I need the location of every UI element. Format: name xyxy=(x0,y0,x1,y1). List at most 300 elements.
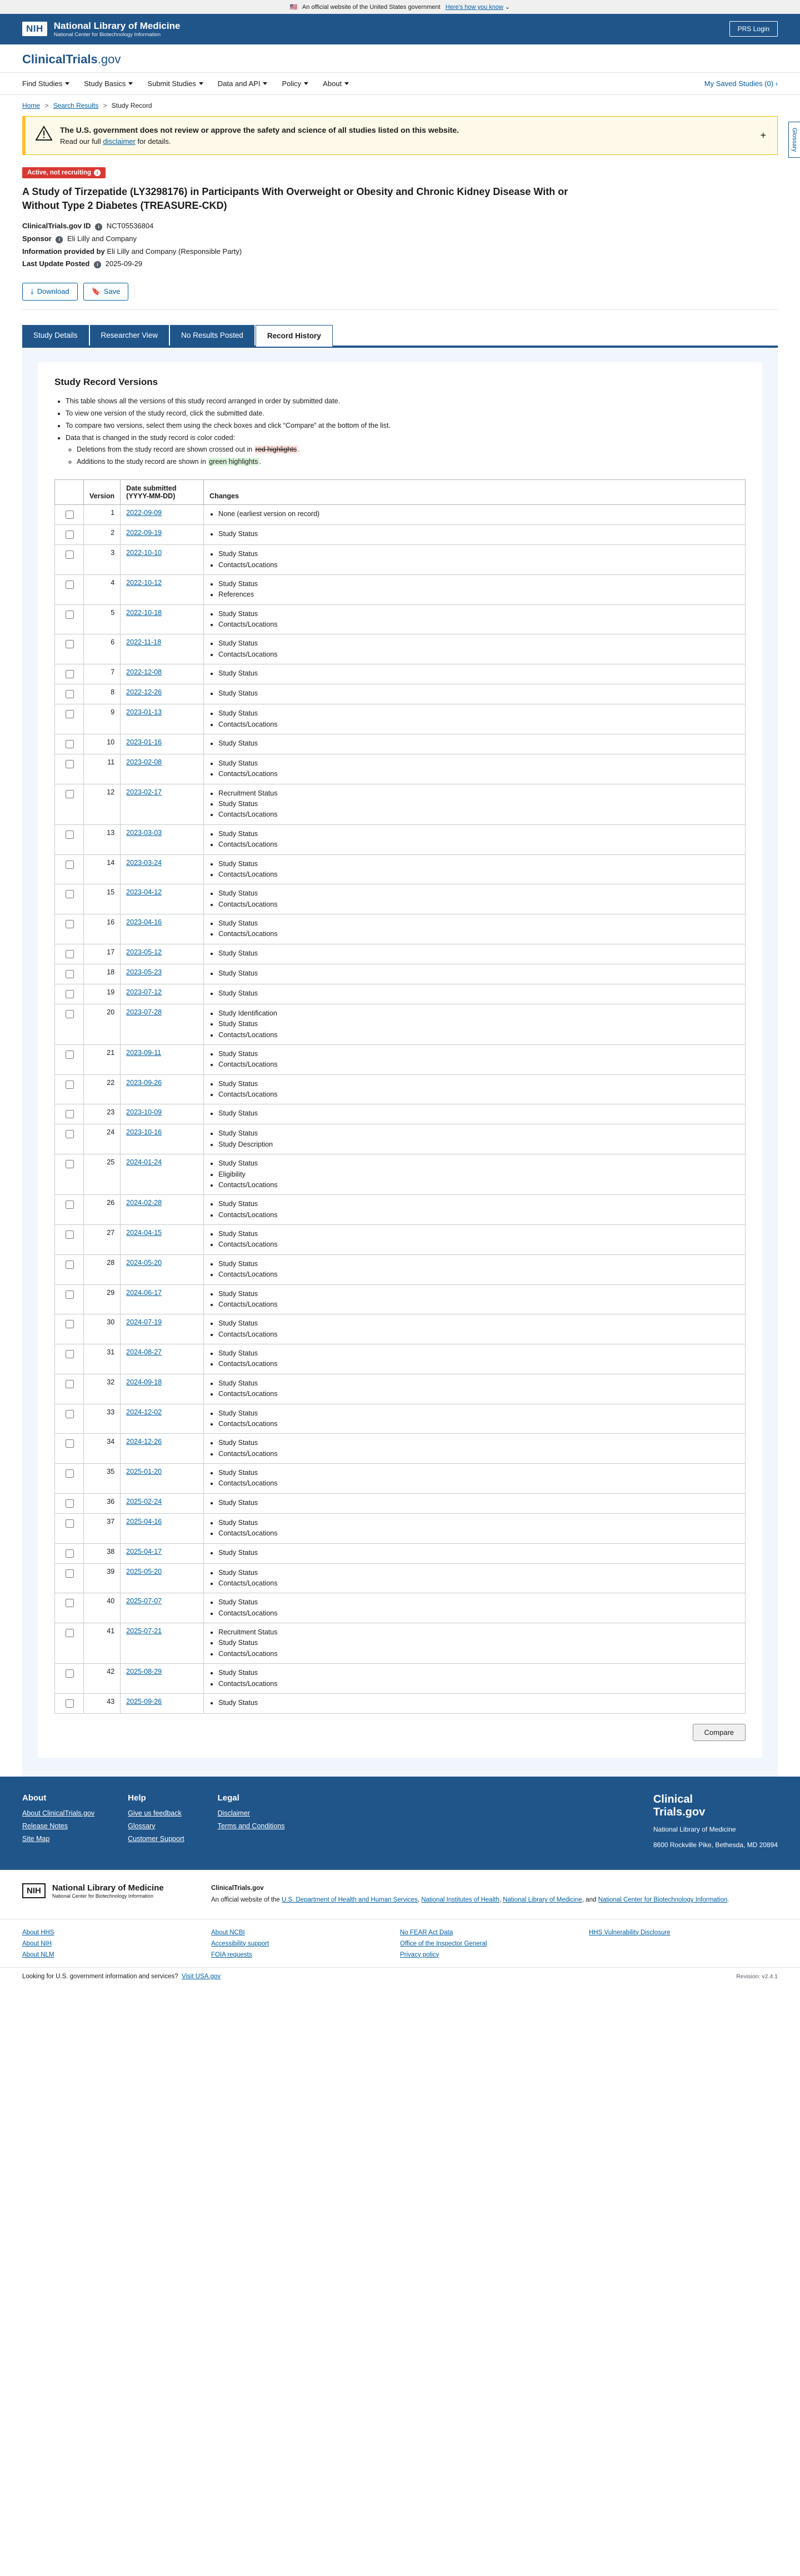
tab-record-history[interactable]: Record History xyxy=(256,325,333,347)
version-select-checkbox[interactable] xyxy=(66,1261,74,1269)
version-date-link[interactable]: 2023-04-12 xyxy=(126,888,162,897)
breadcrumb-separator: > xyxy=(44,101,49,109)
nih-branding[interactable] xyxy=(22,21,180,38)
version-number-cell: 2 xyxy=(84,525,121,545)
site-brand-bar xyxy=(0,44,800,73)
change-item: • Study Status xyxy=(218,948,739,959)
change-item: • Study Status xyxy=(218,738,739,749)
nav-item-about[interactable] xyxy=(323,73,349,94)
version-select-checkbox[interactable] xyxy=(66,990,74,998)
study-id-row xyxy=(22,222,778,231)
changes-cell xyxy=(204,1664,746,1694)
glossary-side-tab[interactable] xyxy=(788,122,800,158)
row-select-cell xyxy=(55,1104,84,1124)
footer-brand-address: 8600 Rockville Pike, Bethesda, MD 20894 xyxy=(653,1840,778,1849)
version-select-checkbox[interactable] xyxy=(66,531,74,539)
footer-link-give-feedback[interactable]: Give us feedback xyxy=(128,1809,182,1817)
version-date-link[interactable]: 2022-09-09 xyxy=(126,509,162,517)
change-item: • Study Status xyxy=(218,799,739,809)
change-item: • Study Status xyxy=(218,1348,739,1359)
changes-list xyxy=(209,1518,739,1539)
nav-item-label: About xyxy=(323,79,342,88)
row-select-cell xyxy=(55,1044,84,1074)
save-button[interactable] xyxy=(83,283,129,301)
nlm-official-text xyxy=(211,1883,729,1905)
version-number-cell: 25 xyxy=(84,1154,121,1195)
changes-list xyxy=(209,509,739,519)
changes-list xyxy=(209,1408,739,1430)
row-select-cell xyxy=(55,734,84,754)
changes-cell xyxy=(204,1254,746,1284)
alert-disclaimer-link[interactable]: disclaimer xyxy=(103,137,136,146)
table-row xyxy=(55,1664,746,1694)
deletion-text-before: Deletions from the study record are shown crossed out in xyxy=(77,446,254,454)
nav-item-data-and-api[interactable] xyxy=(218,73,268,94)
column-header-version: Version xyxy=(84,480,121,505)
row-select-cell xyxy=(55,1195,84,1225)
download-label: Download xyxy=(37,287,69,296)
version-select-checkbox[interactable] xyxy=(66,511,74,519)
changes-cell xyxy=(204,884,746,914)
version-select-checkbox[interactable] xyxy=(66,950,74,958)
changes-list xyxy=(209,638,739,660)
changes-cell xyxy=(204,1074,746,1104)
date-submitted-cell xyxy=(121,1693,204,1713)
download-button[interactable] xyxy=(22,283,78,301)
footer-link-column-2 xyxy=(211,1929,400,1963)
version-select-checkbox[interactable] xyxy=(66,1599,74,1607)
change-item: • Study Status xyxy=(218,609,739,619)
nlm-link-nlm[interactable]: National Library of Medicine xyxy=(503,1897,582,1904)
version-date-link[interactable]: 2024-12-26 xyxy=(126,1438,162,1446)
save-label: Save xyxy=(103,287,121,296)
nlm-text-sep1: , xyxy=(417,1897,422,1904)
status-badge[interactable] xyxy=(22,167,106,178)
alert-text-before: Read our full xyxy=(60,137,103,146)
date-submitted-cell xyxy=(121,1154,204,1195)
version-select-checkbox[interactable] xyxy=(66,551,74,559)
version-select-checkbox[interactable] xyxy=(66,710,74,718)
footer-link-item xyxy=(22,1929,211,1936)
version-date-link[interactable]: 2023-04-16 xyxy=(126,918,162,927)
change-item: • Contacts/Locations xyxy=(218,1239,739,1250)
footer-link-accessibility-support[interactable]: Accessibility support xyxy=(211,1940,269,1947)
table-row xyxy=(55,1314,746,1344)
version-select-checkbox[interactable] xyxy=(66,640,74,648)
footer-link-site-map[interactable]: Site Map xyxy=(22,1834,50,1843)
breadcrumb-search-results-link[interactable]: Search Results xyxy=(53,101,99,109)
alert-text-after: for details. xyxy=(135,137,171,146)
version-number-cell: 43 xyxy=(84,1693,121,1713)
version-select-checkbox[interactable] xyxy=(66,1439,74,1448)
date-submitted-cell xyxy=(121,1404,204,1434)
nav-items xyxy=(22,73,349,94)
row-select-cell xyxy=(55,1374,84,1404)
version-number-cell: 17 xyxy=(84,944,121,964)
footer-link-item xyxy=(218,1809,285,1817)
version-number-cell: 35 xyxy=(84,1464,121,1494)
version-date-link[interactable]: 2022-11-18 xyxy=(126,638,162,647)
row-select-cell xyxy=(55,1563,84,1593)
changes-cell xyxy=(204,634,746,664)
changes-cell xyxy=(204,664,746,684)
version-number-cell: 28 xyxy=(84,1254,121,1284)
version-date-link[interactable]: 2022-09-19 xyxy=(126,529,162,537)
nav-item-submit-studies[interactable] xyxy=(147,73,203,94)
nlm-link-hhs[interactable]: U.S. Department of Health and Human Services xyxy=(282,1897,418,1904)
version-number-cell: 4 xyxy=(84,574,121,604)
row-select-cell xyxy=(55,1464,84,1494)
change-item: • Study Status xyxy=(218,968,739,979)
row-select-cell xyxy=(55,525,84,545)
changes-list xyxy=(209,1079,739,1101)
change-item: • Contacts/Locations xyxy=(218,1030,739,1041)
bookmark-icon: 🔖 xyxy=(91,287,101,296)
version-date-link[interactable]: 2023-03-03 xyxy=(126,828,162,837)
date-submitted-cell xyxy=(121,754,204,784)
version-select-checkbox[interactable] xyxy=(66,1499,74,1508)
footer-link-vulnerability-disclosure[interactable]: HHS Vulnerability Disclosure xyxy=(589,1929,671,1936)
compare-button[interactable]: Compare xyxy=(693,1724,746,1741)
version-select-checkbox[interactable] xyxy=(66,890,74,898)
row-select-cell xyxy=(55,1693,84,1713)
version-date-link[interactable]: 2025-04-17 xyxy=(126,1547,162,1555)
version-date-link[interactable]: 2023-01-16 xyxy=(126,738,162,746)
version-date-link[interactable]: 2022-10-18 xyxy=(126,608,162,617)
change-item: • Contacts/Locations xyxy=(218,649,739,660)
version-date-link[interactable]: 2024-12-02 xyxy=(126,1408,162,1416)
table-row xyxy=(55,944,746,964)
footer-link-columns xyxy=(0,1919,800,1967)
version-date-link[interactable]: 2023-07-12 xyxy=(126,988,162,996)
changes-list xyxy=(209,1199,739,1221)
version-select-checkbox[interactable] xyxy=(66,1320,74,1328)
changes-cell xyxy=(204,604,746,634)
row-select-cell xyxy=(55,1074,84,1104)
version-date-link[interactable]: 2024-09-18 xyxy=(126,1378,162,1386)
table-row xyxy=(55,754,746,784)
addition-highlight: green highlights xyxy=(209,458,258,466)
changes-cell xyxy=(204,545,746,575)
tab-researcher-view[interactable]: Researcher View xyxy=(90,325,169,346)
table-row xyxy=(55,1344,746,1374)
footer-link-terms[interactable]: Terms and Conditions xyxy=(217,1822,285,1830)
info-icon[interactable]: i xyxy=(94,169,101,176)
change-item: • Contacts/Locations xyxy=(218,1299,739,1310)
change-item: • Contacts/Locations xyxy=(218,929,739,939)
chevron-down-icon xyxy=(65,82,69,85)
changes-list xyxy=(209,859,739,881)
footer-link-customer-support[interactable]: Customer Support xyxy=(128,1834,184,1843)
version-date-link[interactable]: 2025-04-16 xyxy=(126,1517,162,1525)
row-select-cell xyxy=(55,545,84,575)
version-select-checkbox[interactable] xyxy=(66,1110,74,1118)
footer-links-help xyxy=(128,1809,184,1843)
nav-item-policy[interactable] xyxy=(282,73,308,94)
alert-expand-button[interactable]: + xyxy=(757,129,769,142)
footer-link-about-hhs[interactable]: About HHS xyxy=(22,1929,54,1936)
nav-item-label: Data and API xyxy=(217,79,261,88)
change-item: • Contacts/Locations xyxy=(218,560,739,571)
footer-bottom xyxy=(0,1967,800,1989)
brand-name-light: .gov xyxy=(97,52,121,66)
changes-list xyxy=(209,1049,739,1071)
footer-main xyxy=(0,1777,800,1870)
footer-link-privacy-policy[interactable]: Privacy policy xyxy=(400,1951,439,1958)
date-submitted-cell xyxy=(121,914,204,944)
footer-link-glossary[interactable]: Glossary xyxy=(128,1822,156,1830)
changes-cell xyxy=(204,854,746,884)
version-date-link[interactable]: 2023-05-12 xyxy=(126,948,162,956)
version-date-link[interactable]: 2023-02-17 xyxy=(126,788,162,796)
sponsor-value: Eli Lilly and Company xyxy=(67,234,137,243)
version-number-cell: 11 xyxy=(84,754,121,784)
changes-list xyxy=(209,1468,739,1489)
version-select-checkbox[interactable] xyxy=(66,831,74,839)
footer-link-no-fear-act[interactable]: No FEAR Act Data xyxy=(400,1929,453,1936)
version-select-checkbox[interactable] xyxy=(66,1569,74,1578)
nlm-branding xyxy=(22,1883,189,1899)
footer-link-list-3 xyxy=(400,1929,589,1958)
my-saved-studies-link[interactable]: My Saved Studies (0) › xyxy=(704,79,778,88)
version-date-link[interactable]: 2025-07-07 xyxy=(126,1597,162,1605)
version-select-checkbox[interactable] xyxy=(66,1519,74,1528)
version-date-link[interactable]: 2024-01-24 xyxy=(126,1158,162,1167)
version-date-link[interactable]: 2023-09-26 xyxy=(126,1078,162,1087)
row-select-cell xyxy=(55,1593,84,1623)
version-date-link[interactable]: 2023-01-13 xyxy=(126,708,162,717)
version-select-checkbox[interactable] xyxy=(66,1380,74,1388)
footer-link-inspector-general[interactable]: Office of the Inspector General xyxy=(400,1940,487,1947)
deletion-text-after: . xyxy=(297,446,300,454)
version-number-cell: 24 xyxy=(84,1124,121,1154)
changes-cell xyxy=(204,964,746,984)
table-row xyxy=(55,704,746,734)
version-select-checkbox[interactable] xyxy=(66,1051,74,1059)
version-date-link[interactable]: 2022-10-12 xyxy=(126,578,162,587)
nih-logo: NIH xyxy=(22,1883,46,1898)
version-select-checkbox[interactable] xyxy=(66,1081,74,1089)
row-select-cell xyxy=(55,1154,84,1195)
version-select-checkbox[interactable] xyxy=(66,1010,74,1018)
breadcrumb xyxy=(0,95,800,116)
version-select-checkbox[interactable] xyxy=(66,1629,74,1637)
nlm-link-nih[interactable]: National Institutes of Health xyxy=(421,1897,499,1904)
change-item: • Study Status xyxy=(218,1408,739,1419)
footer-link-item xyxy=(400,1940,589,1947)
version-date-link[interactable]: 2024-08-27 xyxy=(126,1348,162,1357)
version-date-link[interactable]: 2023-10-16 xyxy=(126,1128,162,1137)
changes-cell xyxy=(204,574,746,604)
version-select-checkbox[interactable] xyxy=(66,760,74,768)
footer-link-item xyxy=(22,1952,211,1958)
column-header-select xyxy=(55,480,84,505)
version-date-link[interactable]: 2025-01-20 xyxy=(126,1468,162,1476)
version-date-link[interactable]: 2024-04-15 xyxy=(126,1229,162,1237)
version-select-checkbox[interactable] xyxy=(66,790,74,798)
changes-list xyxy=(209,1348,739,1370)
table-row xyxy=(55,1493,746,1513)
changes-cell xyxy=(204,1374,746,1404)
version-date-link[interactable]: 2022-12-26 xyxy=(126,688,162,697)
versions-table-body xyxy=(55,505,746,1714)
footer-link-usagov[interactable]: Visit USA.gov xyxy=(182,1973,221,1980)
footer-link-about-nlm[interactable]: About NLM xyxy=(22,1951,54,1958)
change-item: • Contacts/Locations xyxy=(218,1608,739,1619)
footer-link-foia-requests[interactable]: FOIA requests xyxy=(211,1951,252,1958)
information-provided-value: Eli Lilly and Company (Responsible Party) xyxy=(107,247,242,256)
table-row xyxy=(55,664,746,684)
date-submitted-cell xyxy=(121,824,204,854)
footer-link-list-4 xyxy=(589,1929,778,1936)
info-icon[interactable]: i xyxy=(56,236,63,243)
changes-list xyxy=(209,1318,739,1340)
version-date-link[interactable]: 2025-02-24 xyxy=(126,1497,162,1505)
version-number-cell: 39 xyxy=(84,1563,121,1593)
version-select-checkbox[interactable] xyxy=(66,1410,74,1418)
table-row xyxy=(55,1004,746,1044)
version-number-cell: 18 xyxy=(84,964,121,984)
version-select-checkbox[interactable] xyxy=(66,690,74,698)
version-number-cell: 7 xyxy=(84,664,121,684)
version-date-link[interactable]: 2022-12-08 xyxy=(126,668,162,677)
version-date-link[interactable]: 2025-08-29 xyxy=(126,1668,162,1676)
column-header-date-submitted: Date submitted (YYYY-MM-DD) xyxy=(121,480,204,505)
version-select-checkbox[interactable] xyxy=(66,920,74,928)
footer-link-list-1 xyxy=(22,1929,211,1958)
row-select-cell xyxy=(55,574,84,604)
change-item: • Study Identification xyxy=(218,1008,739,1019)
change-item: • Contacts/Locations xyxy=(218,1180,739,1191)
version-date-link[interactable]: 2024-05-20 xyxy=(126,1258,162,1267)
change-item: • Contacts/Locations xyxy=(218,1578,739,1589)
breadcrumb-home-link[interactable]: Home xyxy=(22,101,41,109)
brand-name-bold: ClinicalTrials xyxy=(22,52,98,66)
version-number-cell: 30 xyxy=(84,1314,121,1344)
changes-cell xyxy=(204,984,746,1004)
version-select-checkbox[interactable] xyxy=(66,1669,74,1678)
footer-link-disclaimer[interactable]: Disclaimer xyxy=(217,1809,250,1817)
version-number-cell: 36 xyxy=(84,1493,121,1513)
version-select-checkbox[interactable] xyxy=(66,740,74,748)
site-logo[interactable] xyxy=(22,52,121,66)
version-select-checkbox[interactable] xyxy=(66,861,74,869)
version-select-checkbox[interactable] xyxy=(66,1699,74,1708)
footer-link-about-ctgov[interactable]: About ClinicalTrials.gov xyxy=(22,1809,95,1817)
version-date-link[interactable]: 2023-05-23 xyxy=(126,968,162,976)
change-item: • Study Status xyxy=(218,1468,739,1478)
changes-cell xyxy=(204,1593,746,1623)
date-submitted-cell xyxy=(121,1374,204,1404)
footer-link-about-nih[interactable]: About NIH xyxy=(22,1940,52,1947)
footer-link-release-notes[interactable]: Release Notes xyxy=(22,1822,68,1830)
version-date-link[interactable]: 2023-07-28 xyxy=(126,1008,162,1016)
changes-list xyxy=(209,1158,739,1191)
nlm-link-ncbi[interactable]: National Center for Biotechnology Information xyxy=(598,1897,728,1904)
row-select-cell xyxy=(55,1314,84,1344)
record-history-panel xyxy=(22,348,778,1777)
version-select-checkbox[interactable] xyxy=(66,1290,74,1299)
version-date-link[interactable]: 2023-02-08 xyxy=(126,758,162,766)
nav-item-label: Policy xyxy=(282,79,302,88)
changes-cell xyxy=(204,1284,746,1314)
change-item: • Study Status xyxy=(218,688,739,699)
date-submitted-cell xyxy=(121,1623,204,1664)
footer-link-item xyxy=(22,1822,94,1830)
disclaimer-alert xyxy=(22,116,778,155)
row-select-cell xyxy=(55,1344,84,1374)
version-date-link[interactable]: 2023-03-24 xyxy=(126,858,162,867)
table-row xyxy=(55,505,746,525)
version-select-checkbox[interactable] xyxy=(66,970,74,978)
version-select-checkbox[interactable] xyxy=(66,1350,74,1358)
version-select-checkbox[interactable] xyxy=(66,1469,74,1478)
chevron-down-icon xyxy=(304,82,308,85)
prs-login-button[interactable]: PRS Login xyxy=(729,21,778,37)
change-item: • Study Status xyxy=(218,1568,739,1578)
nav-item-study-basics[interactable] xyxy=(84,73,133,94)
version-date-link[interactable]: 2025-07-21 xyxy=(126,1627,162,1635)
gov-banner-howyouknow-link[interactable]: Here's how you know xyxy=(445,4,503,11)
change-item: • Contacts/Locations xyxy=(218,809,739,820)
footer-link-item xyxy=(128,1809,184,1817)
changes-list xyxy=(209,1289,739,1310)
tab-no-results-posted[interactable]: No Results Posted xyxy=(170,325,254,346)
footer-link-list-2 xyxy=(211,1929,400,1958)
version-number-cell: 23 xyxy=(84,1104,121,1124)
version-select-checkbox[interactable] xyxy=(66,1160,74,1168)
changes-cell xyxy=(204,1225,746,1255)
version-date-link[interactable]: 2024-02-28 xyxy=(126,1199,162,1207)
change-item: • Study Status xyxy=(218,1378,739,1389)
table-row xyxy=(55,884,746,914)
footer-link-item xyxy=(400,1952,589,1958)
footer-heading-about: About xyxy=(22,1793,47,1803)
footer-link-item xyxy=(22,1940,211,1947)
status-badge-row xyxy=(22,167,778,185)
version-number-cell: 40 xyxy=(84,1593,121,1623)
version-date-link[interactable]: 2023-09-11 xyxy=(126,1048,162,1057)
version-select-checkbox[interactable] xyxy=(66,1130,74,1138)
version-date-link[interactable]: 2025-05-20 xyxy=(126,1567,162,1575)
change-item: • Study Status xyxy=(218,638,739,649)
version-date-link[interactable]: 2025-09-26 xyxy=(126,1697,162,1705)
changes-cell xyxy=(204,784,746,824)
alert-title: The U.S. government does not review or approve the safety and science of all studies listed on this website. xyxy=(60,125,459,134)
version-select-checkbox[interactable] xyxy=(66,1549,74,1558)
version-select-checkbox[interactable] xyxy=(66,1201,74,1209)
version-date-link[interactable]: 2024-06-17 xyxy=(126,1288,162,1297)
row-select-cell xyxy=(55,1493,84,1513)
nav-item-find-studies[interactable] xyxy=(22,73,69,94)
changes-cell xyxy=(204,505,746,525)
versions-table xyxy=(54,479,746,1714)
version-select-checkbox[interactable] xyxy=(66,670,74,678)
info-icon[interactable]: i xyxy=(95,223,102,231)
version-select-checkbox[interactable] xyxy=(66,581,74,589)
tab-study-details[interactable]: Study Details xyxy=(22,325,89,346)
footer-link-about-ncbi[interactable]: About NCBI xyxy=(211,1929,245,1936)
version-date-link[interactable]: 2023-10-09 xyxy=(126,1108,162,1117)
row-select-cell xyxy=(55,604,84,634)
version-date-link[interactable]: 2024-07-19 xyxy=(126,1318,162,1327)
changes-list xyxy=(209,918,739,940)
version-select-checkbox[interactable] xyxy=(66,611,74,619)
version-select-checkbox[interactable] xyxy=(66,1231,74,1239)
version-date-link[interactable]: 2022-10-10 xyxy=(126,549,162,557)
footer-nlm xyxy=(0,1870,800,1919)
info-icon[interactable]: i xyxy=(94,261,101,268)
